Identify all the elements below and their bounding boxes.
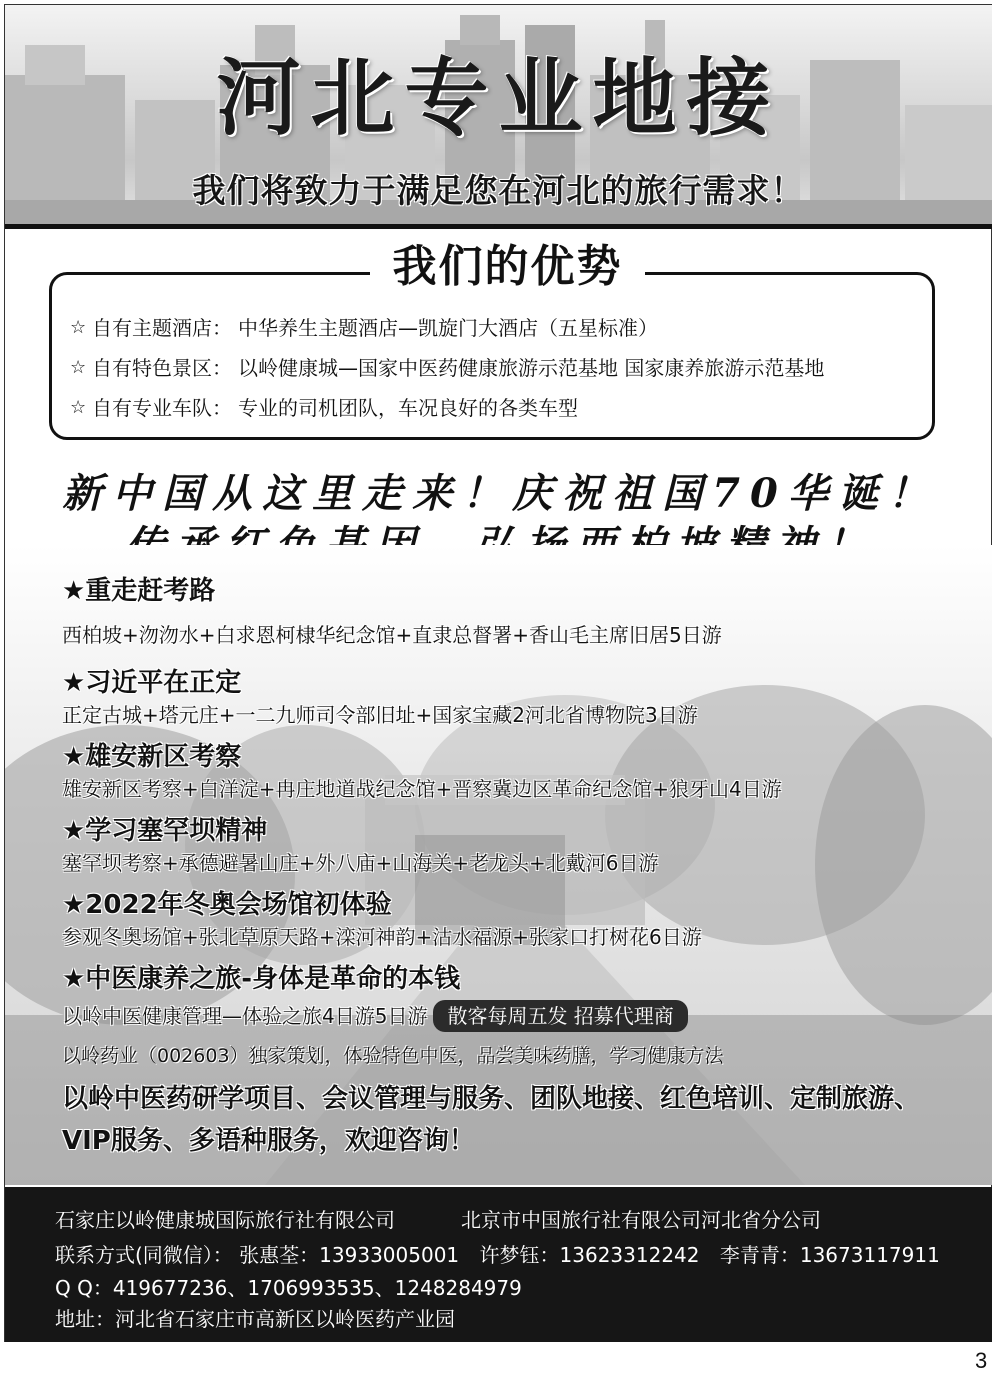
hollow-star-icon: ☆ bbox=[70, 397, 87, 418]
contact-phone: 13623312242 bbox=[559, 1243, 700, 1267]
contacts-row bbox=[55, 1239, 940, 1268]
route-description: 以岭中医健康管理—体验之旅4日游5日游 bbox=[62, 1004, 428, 1028]
route-description: 参观冬奥场馆+张北草原天路+滦河神韵+沽水福源+张家口打树花6日游 bbox=[62, 925, 702, 949]
address-label: 地址： bbox=[55, 1307, 115, 1331]
contact-footer bbox=[5, 1187, 992, 1342]
advantages-heading: 我们的优势 bbox=[370, 236, 645, 298]
advantage-item bbox=[70, 388, 930, 428]
route-title: ★2022年冬奥会场馆初体验 bbox=[62, 890, 392, 920]
address-value: 河北省石家庄市高新区以岭医药产业园 bbox=[115, 1307, 455, 1331]
contact-name: 张惠荃： bbox=[239, 1243, 320, 1267]
route-description: 雄安新区考察+白洋淀+冉庄地道战纪念馆+晋察冀边区革命纪念馆+狼牙山4日游 bbox=[62, 777, 782, 801]
qq-row bbox=[55, 1272, 522, 1301]
company-row bbox=[55, 1204, 821, 1233]
company-name-2: 北京市中国旅行社有限公司河北省分公司 bbox=[461, 1208, 821, 1232]
tour-routes bbox=[62, 574, 962, 1162]
contact-phone: 13933005001 bbox=[319, 1243, 460, 1267]
header-divider bbox=[5, 224, 992, 229]
route-title: ★中医康养之旅-身体是革命的本钱 bbox=[62, 964, 461, 994]
route-title: ★雄安新区考察 bbox=[62, 742, 242, 772]
qq-label: Q Q： bbox=[55, 1276, 113, 1300]
advantage-key: 自有专业车队： bbox=[92, 396, 232, 420]
route-description-row bbox=[62, 1000, 962, 1032]
route-title: ★习近平在正定 bbox=[62, 668, 242, 698]
company-name-1: 石家庄以岭健康城国际旅行社有限公司 bbox=[55, 1208, 395, 1232]
departure-badge: 散客每周五发 招募代理商 bbox=[433, 1000, 687, 1032]
advantage-value: 以岭健康城—国家中医药健康旅游示范基地 国家康养旅游示范基地 bbox=[238, 356, 825, 380]
route-description: 西柏坡+沕沕水+白求恩柯棣华纪念馆+直隶总督署+香山毛主席旧居5日游 bbox=[62, 623, 722, 647]
hollow-star-icon: ☆ bbox=[70, 357, 87, 378]
route-description: 塞罕坝考察+承德避暑山庄+外八庙+山海关+老龙头+北戴河6日游 bbox=[62, 851, 659, 875]
advantage-value: 专业的司机团队，车况良好的各类车型 bbox=[238, 396, 578, 420]
advantage-key: 自有主题酒店： bbox=[92, 316, 232, 340]
advantage-value: 中华养生主题酒店—凯旋门大酒店（五星标准） bbox=[238, 316, 658, 340]
route-title: ★重走赶考路 bbox=[62, 576, 216, 606]
header-banner bbox=[5, 5, 992, 227]
hollow-star-icon: ☆ bbox=[70, 317, 87, 338]
advantage-item bbox=[70, 308, 930, 348]
contact-name: 许梦钰： bbox=[479, 1243, 560, 1267]
header-title: 河北专业地接 bbox=[216, 49, 781, 147]
advantage-item bbox=[70, 348, 930, 388]
contact-name: 李青青： bbox=[719, 1243, 800, 1267]
page-number: 3 bbox=[975, 1348, 988, 1373]
route-title: ★学习塞罕坝精神 bbox=[62, 816, 268, 846]
header-subtitle: 我们将致力于满足您在河北的旅行需求！ bbox=[192, 171, 805, 210]
qq-numbers: 419677236、1706993535、1248284979 bbox=[112, 1276, 522, 1300]
contact-label: 联系方式(同微信）： bbox=[55, 1243, 233, 1267]
slogan-line-1: 新中国从这里走来！庆祝祖国70华诞！ bbox=[62, 470, 938, 517]
services-list: 以岭中医药研学项目、会议管理与服务、团队地接、红色培训、定制旅游、VIP服务、多语种服务，欢迎咨询！ bbox=[62, 1084, 921, 1156]
advantage-key: 自有特色景区： bbox=[92, 356, 232, 380]
contact-phone: 13673117911 bbox=[799, 1243, 940, 1267]
advantages-list bbox=[70, 308, 930, 428]
route-description: 正定古城+塔元庄+一二九师司令部旧址+国家宝藏2河北省博物院3日游 bbox=[62, 703, 698, 727]
address-row bbox=[55, 1303, 455, 1332]
yiling-note: 以岭药业（002603）独家策划，体验特色中医，品尝美味药膳，学习健康方法 bbox=[62, 1045, 724, 1067]
